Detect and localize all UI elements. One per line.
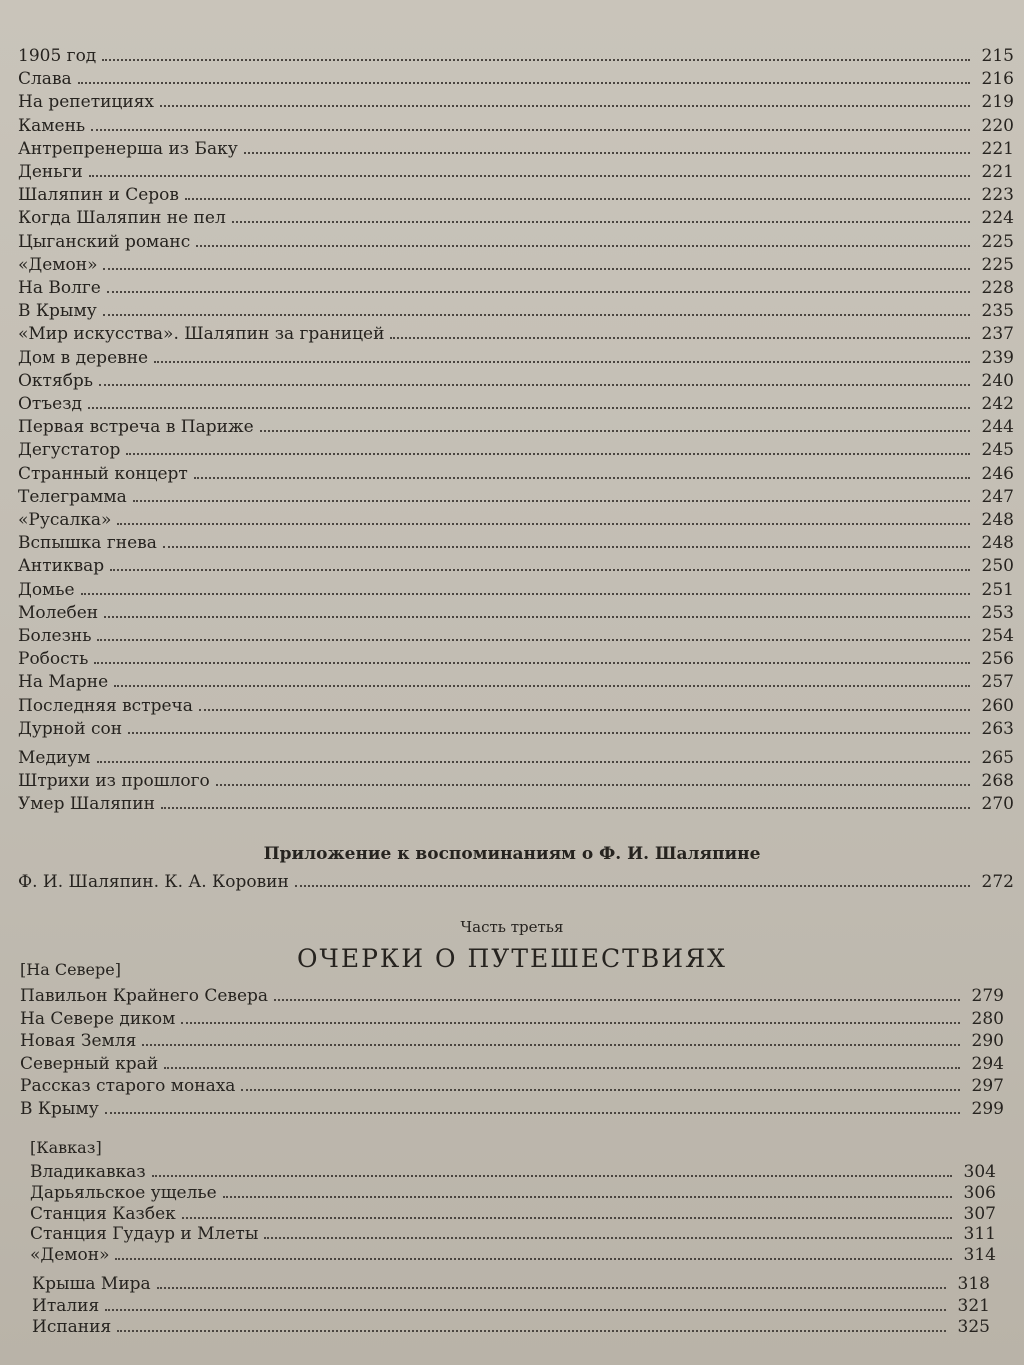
- dot-leader: [160, 105, 970, 107]
- toc-entry: [18, 253, 1014, 275]
- toc-entry: [30, 1160, 996, 1182]
- toc-entry-page: 240: [981, 370, 1014, 391]
- toc-entry-title: Северный край: [20, 1053, 159, 1074]
- toc-entry-page: 257: [981, 672, 1014, 693]
- toc-entry-title: Новая Земля: [20, 1031, 137, 1051]
- toc-entry-title: Крыша Мира: [32, 1274, 151, 1294]
- toc-entry-title: На Волге: [18, 278, 101, 298]
- toc-entry: [18, 137, 1014, 159]
- toc-entry-title: «Демон»: [30, 1245, 110, 1266]
- dot-leader: [181, 1022, 960, 1024]
- dot-leader: [117, 523, 970, 525]
- toc-entry-page: 242: [981, 394, 1014, 414]
- dot-leader: [152, 1175, 952, 1177]
- toc-entry: [18, 415, 1014, 437]
- toc-entry: [18, 114, 1014, 136]
- toc-entry-page: 250: [981, 556, 1014, 577]
- toc-entry-title: Дом в деревне: [18, 347, 149, 368]
- toc-entry-title: Домье: [18, 579, 75, 600]
- toc-entry-title: Дарьяльское ущелье: [30, 1182, 217, 1203]
- dot-leader: [142, 1044, 960, 1046]
- toc-entry: [18, 392, 1014, 414]
- dot-leader: [154, 361, 970, 363]
- toc-entry-page: 270: [981, 794, 1014, 815]
- toc-entry-title: Владикавказ: [30, 1162, 146, 1182]
- toc-entry-page: 239: [981, 347, 1014, 368]
- toc-entry-page: 251: [981, 579, 1014, 600]
- toc-entry-title: Италия: [32, 1295, 100, 1316]
- toc-entry-title: Шаляпин и Серов: [18, 185, 179, 206]
- toc-entry-page: 221: [981, 138, 1014, 159]
- toc-entry-page: 280: [971, 1008, 1004, 1029]
- toc-entry-title: Телеграмма: [18, 486, 127, 507]
- toc-entry: [18, 44, 1014, 66]
- toc-entry-title: Болезнь: [18, 626, 92, 646]
- dot-leader: [157, 1287, 946, 1289]
- dot-leader: [196, 245, 970, 247]
- dot-leader: [295, 885, 970, 887]
- dot-leader: [128, 732, 970, 734]
- toc-entry: [18, 276, 1014, 298]
- toc-entry-title: Камень: [18, 115, 86, 136]
- toc-entry-page: 225: [981, 231, 1014, 252]
- section-label-north: [На Севере]: [20, 960, 121, 979]
- toc-entry-title: Октябрь: [18, 370, 94, 391]
- toc-entry: [20, 1007, 1004, 1029]
- toc-entry-title: Ф. И. Шаляпин. К. А. Коровин: [18, 872, 289, 892]
- toc-entry: [30, 1243, 996, 1265]
- dot-leader: [110, 569, 970, 571]
- toc-entry-title: «Русалка»: [18, 510, 112, 530]
- toc-entry: [18, 183, 1014, 205]
- dot-leader: [89, 175, 970, 177]
- section-label-caucasus: [Кавказ]: [30, 1138, 102, 1157]
- toc-entry-page: 314: [963, 1245, 996, 1266]
- dot-leader: [274, 999, 960, 1001]
- toc-entry-title: В Крыму: [20, 1098, 99, 1119]
- toc-entry: [18, 322, 1014, 344]
- dot-leader: [185, 198, 970, 200]
- dot-leader: [194, 477, 970, 479]
- toc-entry-title: Вспышка гнева: [18, 533, 157, 554]
- toc-entry-page: 248: [981, 510, 1014, 530]
- toc-entry-page: 304: [963, 1162, 996, 1182]
- toc-entry-page: 307: [963, 1203, 996, 1224]
- dot-leader: [94, 662, 970, 664]
- toc-entry: [18, 230, 1014, 252]
- toc-entry: [18, 624, 1014, 646]
- toc-entry: [30, 1222, 996, 1244]
- dot-leader: [103, 314, 970, 316]
- dot-leader: [264, 1237, 952, 1239]
- dot-leader: [117, 1330, 946, 1332]
- toc-entry: [20, 1052, 1004, 1074]
- toc-entry: [18, 792, 1014, 814]
- toc-entry-page: 244: [981, 417, 1014, 438]
- toc-entry-title: Рассказ старого монаха: [20, 1076, 236, 1096]
- toc-entry-title: Первая встреча в Париже: [18, 417, 254, 438]
- toc-entry: [18, 647, 1014, 669]
- toc-entry-page: 254: [981, 626, 1014, 646]
- dot-leader: [107, 291, 970, 293]
- dot-leader: [199, 709, 970, 711]
- toc-entry-title: Робость: [18, 649, 89, 670]
- toc-entry: [18, 160, 1014, 182]
- dot-leader: [105, 1309, 946, 1311]
- dot-leader: [232, 221, 970, 223]
- part-title: ОЧЕРКИ О ПУТЕШЕСТВИЯХ: [297, 944, 727, 973]
- dot-leader: [164, 1067, 960, 1069]
- toc-entry: [18, 870, 1014, 892]
- dot-leader: [78, 82, 970, 84]
- toc-entry-title: Дегустатор: [18, 440, 121, 461]
- dot-leader: [97, 761, 971, 763]
- dot-leader: [88, 407, 970, 409]
- dot-leader: [244, 152, 970, 154]
- toc-entry: [20, 1074, 1004, 1096]
- toc-entry-title: Медиум: [18, 748, 91, 768]
- dot-leader: [105, 1112, 960, 1114]
- toc-entry-page: 272: [981, 872, 1014, 892]
- toc-entry: [32, 1315, 990, 1337]
- toc-entry: [30, 1181, 996, 1203]
- toc-entry-page: 256: [981, 649, 1014, 670]
- toc-entry-title: Молебен: [18, 602, 99, 623]
- toc-entry-title: Станция Гудаур и Млеты: [30, 1224, 259, 1245]
- toc-entry: [20, 1029, 1004, 1051]
- toc-entry-title: Антиквар: [18, 556, 105, 577]
- toc-entry-page: 268: [981, 771, 1014, 792]
- dot-leader: [104, 616, 970, 618]
- toc-entry: [18, 769, 1014, 791]
- toc-entry-page: 294: [971, 1053, 1004, 1074]
- dot-leader: [91, 129, 970, 131]
- toc-entry-title: Отъезд: [18, 394, 82, 414]
- appendix-heading: Приложение к воспоминаниям о Ф. И. Шаляпине: [263, 844, 761, 864]
- dot-leader: [102, 59, 970, 61]
- toc-entry-title: 1905 год: [18, 46, 97, 66]
- toc-entry-page: 216: [981, 69, 1014, 90]
- toc-entry-title: В Крыму: [18, 301, 97, 322]
- dot-leader: [97, 639, 970, 641]
- toc-entry-title: Умер Шаляпин: [18, 794, 155, 815]
- toc-entry: [18, 346, 1014, 368]
- toc-entry: [18, 67, 1014, 89]
- toc-entry-title: Станция Казбек: [30, 1203, 176, 1224]
- toc-entry-page: 247: [981, 486, 1014, 507]
- toc-entry: [32, 1272, 990, 1294]
- dot-leader: [216, 784, 970, 786]
- toc-entry: [18, 299, 1014, 321]
- toc-entry-page: 215: [981, 46, 1014, 66]
- dot-leader: [126, 453, 970, 455]
- toc-entry-page: 306: [963, 1182, 996, 1203]
- toc-entry-page: 279: [971, 986, 1004, 1006]
- toc-entry-title: На Севере диком: [20, 1008, 176, 1029]
- toc-entry: [18, 438, 1014, 460]
- toc-entry-title: «Мир искусства». Шаляпин за границей: [18, 324, 385, 345]
- toc-entry-page: 297: [971, 1076, 1004, 1096]
- dot-leader: [163, 546, 970, 548]
- toc-entry-page: 253: [981, 602, 1014, 623]
- toc-entry-page: 311: [963, 1224, 996, 1245]
- dot-leader: [115, 1258, 952, 1260]
- toc-entry: [18, 508, 1014, 530]
- toc-entry-page: 221: [981, 162, 1014, 182]
- toc-entry-page: 263: [981, 718, 1014, 739]
- dot-leader: [99, 384, 970, 386]
- toc-entry-title: Цыганский романс: [18, 231, 191, 252]
- toc-entry: [30, 1202, 996, 1224]
- toc-entry: [18, 485, 1014, 507]
- toc-entry-page: 318: [957, 1274, 990, 1294]
- dot-leader: [223, 1196, 952, 1198]
- dot-leader: [260, 430, 970, 432]
- toc-entry-page: 265: [981, 748, 1014, 768]
- toc-entry-page: 220: [981, 115, 1014, 136]
- toc-entry: [18, 717, 1014, 739]
- toc-entry-title: «Демон»: [18, 254, 98, 275]
- toc-entry-title: На репетициях: [18, 92, 155, 113]
- toc-entry: [18, 746, 1014, 768]
- part-label: Часть третья: [460, 918, 564, 936]
- toc-entry-title: Штрихи из прошлого: [18, 771, 210, 792]
- toc-entry-page: 290: [971, 1031, 1004, 1051]
- dot-leader: [182, 1217, 952, 1219]
- toc-entry: [18, 206, 1014, 228]
- toc-entry-page: 223: [981, 185, 1014, 206]
- toc-entry-page: 225: [981, 254, 1014, 275]
- dot-leader: [81, 593, 970, 595]
- toc-entry-page: 246: [981, 463, 1014, 484]
- toc-entry-title: Антрепренерша из Баку: [18, 138, 238, 159]
- toc-entry: [18, 369, 1014, 391]
- toc-entry: [18, 90, 1014, 112]
- toc-entry-title: Дурной сон: [18, 718, 123, 739]
- dot-leader: [161, 807, 970, 809]
- toc-entry-page: 237: [981, 324, 1014, 345]
- toc-entry-title: Слава: [18, 69, 72, 90]
- toc-entry-title: Деньги: [18, 162, 83, 182]
- toc-entry: [20, 1097, 1004, 1119]
- toc-entry-page: 260: [981, 695, 1014, 716]
- toc-entry-page: 219: [981, 92, 1014, 113]
- dot-leader: [133, 500, 970, 502]
- toc-entry-page: 235: [981, 301, 1014, 322]
- toc-entry: [18, 601, 1014, 623]
- dot-leader: [241, 1089, 960, 1091]
- toc-entry: [18, 531, 1014, 553]
- toc-entry-title: На Марне: [18, 672, 109, 693]
- toc-entry-title: Последняя встреча: [18, 695, 193, 716]
- toc-entry-page: 228: [981, 278, 1014, 298]
- toc-entry-page: 325: [957, 1317, 990, 1337]
- toc-entry: [18, 554, 1014, 576]
- toc-entry-title: Странный концерт: [18, 463, 188, 484]
- toc-entry: [20, 984, 1004, 1006]
- toc-entry-page: 299: [971, 1098, 1004, 1119]
- dot-leader: [390, 337, 970, 339]
- toc-entry-page: 224: [981, 208, 1014, 229]
- toc-entry: [18, 578, 1014, 600]
- dot-leader: [103, 268, 970, 270]
- dot-leader: [114, 685, 970, 687]
- toc-entry: [18, 462, 1014, 484]
- toc-entry-title: Испания: [32, 1317, 112, 1337]
- toc-entry: [18, 670, 1014, 692]
- toc-entry-page: 248: [981, 533, 1014, 554]
- toc-entry-title: Павильон Крайнего Севера: [20, 986, 269, 1006]
- toc-entry: [32, 1294, 990, 1316]
- toc-entry: [18, 694, 1014, 716]
- toc-entry-title: Когда Шаляпин не пел: [18, 208, 226, 229]
- toc-entry-page: 245: [981, 440, 1014, 461]
- toc-entry-page: 321: [957, 1295, 990, 1316]
